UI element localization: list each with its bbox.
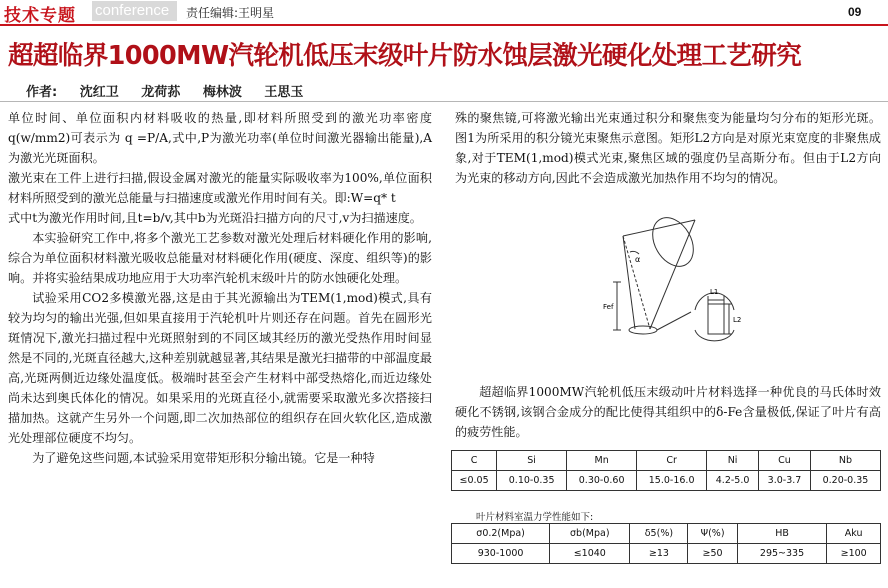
paragraph: 本实验研究工作中,将多个激光工艺参数对激光处理后材料硬化作用的影响,综合为单位面积材料激光吸收总能量对材料硬化作用(硬度、深度、组织等)的影响。并将实验结果成功地应用于大功率汽轮机末级叶片的防水蚀硬化处理。 [8,231,432,285]
rectangular-spot [708,304,724,334]
paragraph: 超超临界1000MW汽轮机低压末级动叶片材料选择一种优良的马氏体时效硬化不锈钢,该钢合金成分的配比使得其组织中的δ-Fe含量极低,保证了叶片有高的疲劳性能。 [455,385,881,439]
page-header [0,0,888,26]
table-header-cell: δ5(%) [630,524,688,544]
table-header-row [452,524,881,544]
editor-credit: 责任编辑:王明星 [186,6,275,20]
author-name: 王思玉 [264,85,304,100]
paragraph: 殊的聚焦镜,可将激光输出光束通过积分和聚焦变为能量均匀分布的矩形光斑。图1为所采用的积分镜光束聚焦示意图。矩形L2方向是对原光束宽度的非聚焦成象,对于TEM(1,mod)模式光束,聚焦区域的强度仍呈高斯分布。但由于L2方向为光束的移动方向,因此不会造成激光加热作用不均匀的情况。 [455,111,881,185]
table-cell: ≥13 [630,544,688,564]
article-title: 超超临界1000MW汽轮机低压末级叶片防水蚀层激光硬化处理工艺研究 [8,41,802,71]
author-name: 龙荷荪 [141,85,181,100]
table-cell: ≤0.05 [452,471,497,491]
beam-lens [644,212,701,274]
table-header-cell: Mn [567,451,637,471]
table-cell: 4.2-5.0 [707,471,759,491]
table-header-cell: Si [497,451,567,471]
paragraph: 单位时间、单位面积内材料吸收的热量,即材料所照受到的激光功率密度q(w/mm2)可表示为 q =P/A,式中,P为激光功率(单位时间激光器输出能量),A为激光光斑面积。 [8,111,432,165]
table-cell: 930-1000 [452,544,550,564]
properties-table [451,523,881,564]
table-cell: ≤1040 [550,544,630,564]
table-cell: 0.30-0.60 [567,471,637,491]
right-column-continued [455,382,881,442]
table-header-cell: Aku [827,524,881,544]
table-cell: 0.10-0.35 [497,471,567,491]
table-header-cell: Ni [707,451,759,471]
table-header-cell: Cr [637,451,707,471]
table-header-cell: Nb [810,451,880,471]
figure-label: L2 [733,316,742,324]
table-cell: 295~335 [737,544,827,564]
table-header-cell: HB [737,524,827,544]
conference-label: conference [92,1,177,21]
table-caption: 叶片材料室温力学性能如下: [476,512,594,523]
right-column [455,108,881,188]
table-header-cell: Cu [759,451,811,471]
figure-1-diagram [595,212,755,347]
table-header-cell: Ψ(%) [688,524,737,544]
paragraph: 式中t为激光作用时间,且t=b/v,其中b为光斑沿扫描方向的尺寸,v为扫描速度。 [8,211,422,225]
table-header-cell: σb(Mpa) [550,524,630,544]
page-number: 09 [848,5,862,19]
paragraph: 试验采用CO2多模激光器,这是由于其光源输出为TEM(1,mod)模式,具有较为均匀的输出光强,但如果直接用于汽轮机叶片则还存在问题。首先在圆形光斑情况下,激光扫描过程中光斑照射到的不同区域其经历的激光受热作用时间显然是不同的,光斑直径越大,这种差别就越显著,其结果是激光扫描带的中部温度最高,光斑两侧近边缘处温度低。极端时甚至会产生材料中部受热熔化,而近边缘处尚未达到奥氏体化的情况。如果采用的光斑直径小,就需要采取激光多次搭接扫描加热。这就产生另外一个问题,即二次加热部位的组织存在回火软化区,造成激光处理部位硬度不均匀。 [8,291,432,445]
paragraph: 激光束在工件上进行扫描,假设金属对激光的能量实际吸收率为100%,单位面积材料所照受到的激光总能量与扫描速度或激光作用时间有关。即:W=q* t [8,171,432,205]
figure-label: Fef [603,303,614,311]
figure-label: L1 [710,288,719,296]
paragraph: 为了避免这些问题,本试验采用宽带矩形积分输出镜。它是一种特 [32,451,375,465]
table-cell: 3.0-3.7 [759,471,811,491]
section-label: 技术专题 [4,6,76,26]
table-row [452,471,881,491]
composition-table [451,450,881,491]
divider [0,101,888,102]
table-cell: ≥100 [827,544,881,564]
figure-label: α [635,255,641,264]
authors-label: 作者: [26,85,58,100]
table-header-cell: σ0.2(Mpa) [452,524,550,544]
table-header-row [452,451,881,471]
author-name: 梅林波 [202,85,242,100]
left-column [8,108,432,468]
author-name: 沈红卫 [79,85,119,100]
author-line [26,81,321,100]
table-cell: 15.0-16.0 [637,471,707,491]
table-header-cell: C [452,451,497,471]
table-row [452,544,881,564]
focus-spot [629,326,657,334]
table-cell: 0.20-0.35 [810,471,880,491]
table-cell: ≥50 [688,544,737,564]
